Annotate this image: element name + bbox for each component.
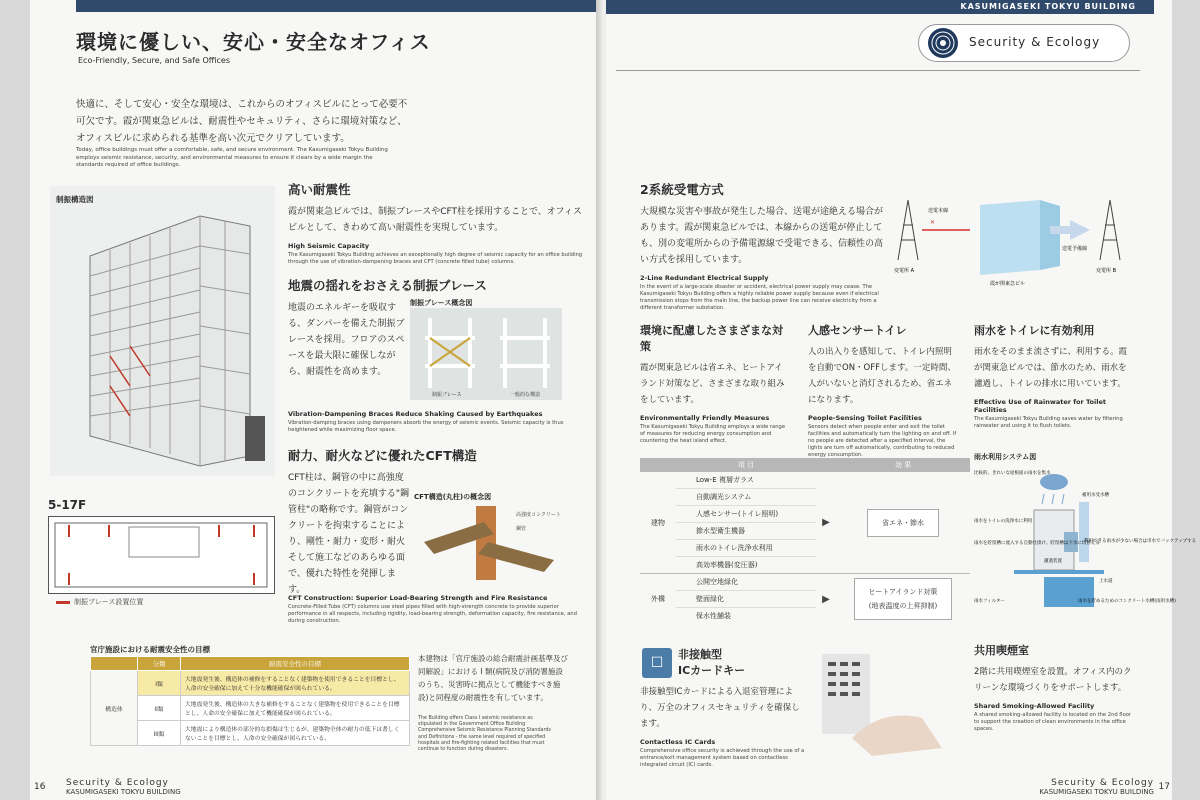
header-divider — [616, 70, 1140, 71]
section-title-en: Effective Use of Rainwater for Toilet Facilities — [974, 398, 1106, 414]
table-item: 高効率機器(変圧器) — [696, 561, 758, 569]
x-mark-icon: ✕ — [930, 219, 936, 226]
section-title: 2系統受電方式 — [640, 182, 724, 197]
section-body-en: The Kasumigaseki Tokyu Building saves water by filtering rainwater and using it to flush toilets. — [974, 416, 1123, 429]
intro-text: 快適に、そして安心・安全な環境は、これからのオフィスビルにとって必要不可欠です。霞が関東急ビルは、耐震性やセキュリティ、さらに環境対策など、オフィスビルに求められる基準を高い次元でクリアしています。 — [76, 99, 408, 144]
section-ic-card — [640, 684, 806, 769]
section-title: 耐力、耐火などに優れたCFT構造 — [288, 448, 477, 463]
right-page — [606, 0, 1197, 800]
section-body-en: Sensors detect when people enter and exit the toilet facilities and automatically turn the lighting on and off. If no people are detected after a specified interval, the lights are turn off automatically, contributing to reduced energy consumption. — [808, 424, 957, 458]
section-body: 大規模な災害や事故が発生した場合、送電が途絶える場合があります。霞が関東急ビルでは、本線からの送電が停止しても、別の変電所からの予備電源線で受電できる、信頼性の高い方式を採用しています。 — [640, 207, 884, 265]
table-item: Low-E 複層ガラス — [676, 472, 816, 489]
building-illustration-label: 制振構造図 — [56, 195, 94, 204]
footer-left — [66, 778, 181, 796]
table-header: 分類 — [138, 657, 181, 671]
footer-right — [1039, 778, 1154, 796]
plan-legend-text: 制振ブレース設置位置 — [74, 598, 144, 606]
building-wireframe — [50, 186, 275, 476]
rain-label: 濾過装置 — [1044, 559, 1062, 564]
seismic-table-title: 官庁施設における耐震安全性の目標 — [90, 645, 210, 654]
table-header-blank — [91, 657, 138, 671]
page-number: 16 — [34, 782, 46, 792]
arrow-right-icon: ▶ — [822, 517, 830, 528]
top-bar — [76, 0, 632, 12]
table-header-row — [640, 458, 970, 472]
table-category: 建物 — [651, 518, 665, 527]
section-title: 非接触型 — [678, 648, 722, 661]
cft-diagram — [414, 492, 574, 586]
arrow-right-icon: ▶ — [822, 593, 830, 605]
cft-en — [288, 588, 588, 625]
table-category: 構造体 — [91, 671, 138, 746]
floor-plan — [48, 516, 275, 594]
ic-card-photo — [812, 648, 952, 758]
table-items — [676, 574, 816, 624]
seismic-table — [90, 656, 410, 746]
section-body: 2階に共用喫煙室を設置。オフィス内のクリーンな環境づくりをサポートします。 — [974, 667, 1132, 693]
page-subtitle: Eco-Friendly, Secure, and Safe Offices — [78, 56, 230, 65]
rain-label: 比較的、きれいな屋根面の雨水を集水 — [974, 471, 1051, 476]
table-item: 節水型衛生機器 — [676, 523, 816, 540]
table-item: 保水性舗装 — [696, 612, 731, 620]
table-header-blank — [816, 458, 836, 472]
brace-label-b: 一般的な構造 — [510, 392, 541, 398]
cft-label-b: 鋼管 — [516, 526, 527, 532]
rainwater-diagram-title: 雨水利用システム図 — [974, 453, 1037, 461]
section-title: ICカードキー — [678, 664, 746, 677]
brace-diagram — [410, 298, 562, 404]
table-row — [91, 671, 410, 696]
station-b-label: 変電所 B — [1096, 268, 1117, 274]
effect-text: ヒートアイランド対策 — [868, 588, 938, 596]
security-ecology-badge — [918, 24, 1130, 62]
section-body-en: Vibration-damping braces using dampeners absorb the energy of seismic events. Seismic capacity is thus heightened while maximizing floor space. — [288, 420, 564, 433]
table-effect — [836, 574, 970, 624]
left-page — [30, 0, 602, 800]
section-title-en: People-Sensing Toilet Facilities — [808, 414, 922, 422]
rain-label: 上水道 — [1099, 579, 1113, 584]
effect-text: (地表温度の上昇抑制) — [868, 602, 938, 610]
effect-text: 省エネ・節水 — [882, 518, 924, 527]
plan-legend — [56, 597, 143, 607]
page-title: 環境に優しい、安心・安全なオフィス — [76, 30, 431, 54]
section-title-en: Environmentally Friendly Measures — [640, 414, 770, 422]
section-body-en: In the event of a large-scale disaster or accident, electrical power supply may cease. The Kasumigaseki Tokyu Building offers a highly reliable power supply because even if electrical transmission stops from the main line, the backup power line can receive electricity from a different transformer substation. — [640, 284, 879, 311]
effect-box — [867, 509, 939, 537]
section-body-en: The Kasumigaseki Tokyu Building achieves an exceptionally high degree of seismic capacity for an office building through the use of vibration-dampening braces and CFT (concrete filled tube) columns. — [288, 252, 583, 265]
table-cell-text: 大地震発生後、構造体の大きな補修をすることなく建築物を使用できることを目標とし、人命の安全確保に加えて機能確保が図られている。 — [181, 696, 410, 721]
section-high-seismic — [288, 180, 588, 266]
brace-label-a: 制振ブレース — [432, 392, 462, 398]
building-label: 霞が関東急ビル — [990, 281, 1026, 287]
section-body-en: Concrete-Filled Tube (CFT) columns use steel pipes filled with high-strength concrete to provide superior performance in all respects, including rigidity, load-bearing strength, deformation capacity, fire resistance, and during construction. — [288, 604, 577, 624]
section-body: 雨水をそのまま流さずに、利用する。霞が関東急ビルでは、節水のため、雨水を濾過し、トイレの排水に用いています。 — [974, 347, 1128, 389]
table-row-group — [640, 574, 970, 624]
section-title-en: High Seismic Capacity — [288, 242, 370, 250]
table-header: 項 目 — [737, 461, 755, 469]
table-items — [676, 472, 816, 573]
eco-measures-table — [640, 458, 970, 624]
table-cell-class: III類 — [138, 721, 181, 746]
section-title-en: Contactless IC Cards — [640, 738, 716, 746]
table-header-row — [91, 657, 410, 671]
rain-label: 雨水をトイレの洗浄水に利用 — [974, 519, 1033, 524]
footer-sub: KASUMIGASEKI TOKYU BUILDING — [1039, 788, 1154, 796]
section-title-en: Shared Smoking-Allowed Facility — [974, 702, 1095, 710]
section-body: 非接触型ICカードによる入退室管理により、万全のオフィスセキュリティを確保します。 — [640, 687, 800, 729]
table-cell-text: 大地震により構造体の部分的な損傷は生じるが、建築物全体の耐力の低下は著しくないことを目標とし、人命の安全確保が図られている。 — [181, 721, 410, 746]
spiral-logo-icon — [925, 25, 961, 61]
effect-box — [854, 578, 953, 620]
cft-diagram-title: CFT構造(丸柱)の概念図 — [414, 493, 492, 501]
table-item: 自動調光システム — [676, 489, 816, 506]
rain-label: 利用できる雨水が少ない場合は市水でバックアップする — [1084, 539, 1197, 544]
section-title: 雨水をトイレに有効利用 — [974, 324, 1095, 337]
table-item: 人感センサー(トイレ照明) — [676, 506, 816, 523]
seismic-note-en: The Building offers Class I seismic resistance as stipulated in the Government Office Building Comprehensive Seismic Resistance Planning Standards and Definitions - the same level required of specified hospitals and fire-fighting related facilities that must continue to function during disasters. — [418, 716, 551, 753]
ic-card-icon: ☐ — [642, 648, 672, 678]
label-stop: 送電本線 — [928, 208, 949, 214]
section-body-en: Comprehensive office security is achieved through the use of a entrance/exit management system based on contactless integrated circuit (IC) cards. — [640, 748, 805, 768]
section-body-en: A shared smoking-allowed facility is located on the 2nd floor to support the creation of clean environments in the office spaces. — [974, 712, 1132, 732]
table-cell-class: II類 — [138, 696, 181, 721]
table-header: 耐震安全性の目標 — [181, 657, 410, 671]
top-bar: KASUMIGASEKI TOKYU BUILDING — [606, 0, 1154, 14]
cloud-icon — [1040, 474, 1068, 490]
floor-plan-label: 5-17F — [48, 498, 87, 512]
rain-label: 補用水受水槽 — [1082, 493, 1109, 498]
table-row-group — [640, 472, 970, 574]
table-header: 効 果 — [894, 461, 912, 469]
section-title: 環境に配慮したさまざまな対策 — [640, 324, 783, 353]
power-diagram — [890, 190, 1140, 290]
section-title-en: CFT Construction: Superior Load-Bearing Strength and Fire Resistance — [288, 594, 548, 602]
section-power — [640, 180, 886, 312]
seismic-note: 本建物は「官庁施設の総合耐震計画基準及び同解説」における I 類(病院及び消防署施設のうち、災害時に拠点として機能すべき施設)と同程度の耐震性を有しています。 — [418, 654, 568, 702]
section-body: 霞が関東急ビルでは、制振ブレースやCFT柱を採用することで、オフィスビルとして、きわめて高い耐震性を実現しています。 — [288, 207, 582, 233]
footer-sub: KASUMIGASEKI TOKYU BUILDING — [66, 788, 181, 796]
section-title: 人感センサートイレ — [808, 324, 907, 337]
section-rainwater — [974, 322, 1134, 430]
badge-text: Security & Ecology — [969, 35, 1101, 49]
footer-title: Security & Ecology — [1051, 778, 1154, 788]
building-structure-illustration — [50, 186, 275, 476]
rain-label: 雨水を貯留槽に流入する自動仕掛け。貯留槽は下水に切替える — [974, 541, 1100, 546]
table-cell-class: I類 — [138, 671, 181, 696]
section-title-en: Vibration-Dampening Braces Reduce Shaking Caused by Earthquakes — [288, 410, 543, 418]
section-body: 人の出入りを感知して、トイレ内照明を自動でON・OFFします。一定時間、人がいないと消灯されるため、省エネになります。 — [808, 347, 956, 405]
section-body: CFT柱は、鋼管の中に高強度のコンクリートを充填する"鋼管柱"の略称です。鋼管がコンクリートを拘束することにより、剛性・耐力・変形・耐火そして施工などのあらゆる面で、優れた特性を発揮します。 — [288, 473, 409, 595]
table-row — [91, 721, 410, 746]
footer-title: Security & Ecology — [66, 778, 169, 788]
section-title: 地震の揺れをおさえる制振ブレース — [288, 278, 487, 293]
table-effect — [836, 472, 970, 573]
section-title: 高い耐震性 — [288, 182, 351, 197]
table-cell-text: 大地震発生後、構造体の補修をすることなく建築物を使用できることを目標とし、人命の安全確保に加えて十分な機能確保が図られている。 — [181, 671, 410, 696]
section-body-en: The Kasumigaseki Tokyu Building employs a wide range of measures for reducing energy consumption and countering the heat island effect. — [640, 424, 786, 444]
station-a-label: 変電所 A — [894, 268, 915, 274]
section-sensor-toilet — [808, 322, 958, 459]
intro-text-en: Today, office buildings must offer a comfortable, safe, and secure environment. The Kasumigaseki Tokyu Building employs seismic resistance, security, and environmental measures to ensure it clears by a wide margin the standards required of office buildings. — [76, 147, 388, 168]
brace-diagram-title: 制振ブレース概念図 — [410, 299, 473, 307]
label-backup: 送電予備線 — [1062, 246, 1088, 252]
table-category: 外構 — [651, 595, 665, 603]
rainwater-diagram — [974, 452, 1197, 626]
section-body: 霞が関東急ビルは省エネ、ヒートアイランド対策など、さまざまな取り組みをしています。 — [640, 363, 785, 405]
table-row — [91, 696, 410, 721]
cft-label-a: 高強度コンクリート — [516, 512, 561, 518]
table-header-blank — [640, 458, 676, 472]
section-body: 地震のエネルギーを吸収する、ダンパーを備えた制振ブレースを採用。フロアのスペースを最大限に確保しながら、耐震性を高めます。 — [288, 303, 405, 377]
table-item: 雨水のトイレ洗浄水利用 — [676, 540, 816, 557]
rain-label: 雨水フィルター — [974, 599, 1005, 604]
section-eco — [640, 322, 790, 445]
section-title-en: 2-Line Redundant Electrical Supply — [640, 274, 769, 282]
rain-label: 雨水を貯めるためのコンクリート水槽(雨用水槽) — [1078, 599, 1176, 604]
section-smoking-room — [974, 642, 1134, 733]
page-number: 17 — [1158, 782, 1170, 792]
braces-en — [288, 404, 588, 434]
table-item: 公開空地緑化 — [676, 574, 816, 591]
table-item: 壁面緑化 — [676, 591, 816, 608]
section-title: 共用喫煙室 — [974, 644, 1029, 657]
